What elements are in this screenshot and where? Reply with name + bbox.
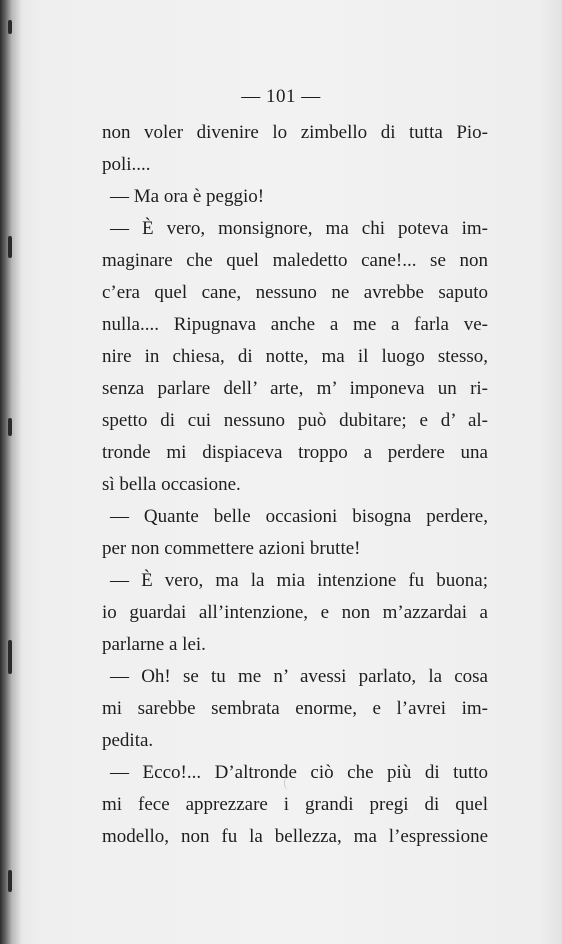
binding-mark xyxy=(8,20,12,34)
text-line: — Ecco!... D’altronde ciò che più di tutto xyxy=(110,762,488,783)
text-line: parlarne a lei. xyxy=(102,634,206,655)
binding-mark xyxy=(8,870,12,892)
text-line: — È vero, ma la mia intenzione fu buona; xyxy=(110,570,488,591)
text-line: senza parlare dell’ arte, m’ imponeva un ri- xyxy=(102,378,488,399)
text-line: nulla.... Ripugnava anche a me a farla ve- xyxy=(102,314,488,335)
book-spine-shadow xyxy=(0,0,22,944)
text-line: modello, non fu la bellezza, ma l’espressione xyxy=(102,826,488,847)
binding-mark xyxy=(8,640,12,674)
text-line: non voler divenire lo zimbello di tutta Pio- xyxy=(102,122,488,143)
binding-mark xyxy=(8,236,12,258)
text-line: pedita. xyxy=(102,730,154,751)
text-line: — Oh! se tu me n’ avessi parlato, la cosa xyxy=(110,666,488,687)
text-line: mi fece apprezzare i grandi pregi di quel xyxy=(102,794,488,815)
text-line: c’era quel cane, nessuno ne avrebbe saputo xyxy=(102,282,488,303)
text-line: nire in chiesa, di notte, ma il luogo stesso, xyxy=(102,346,488,367)
text-line: maginare che quel maledetto cane!... se non xyxy=(102,250,488,271)
text-line: poli.... xyxy=(102,154,151,175)
text-line: — Ma ora è peggio! xyxy=(110,186,265,207)
text-line: sì bella occasione. xyxy=(102,474,241,495)
paper-smudge xyxy=(284,776,293,790)
text-line: per non commettere azioni brutte! xyxy=(102,538,361,559)
text-line: tronde mi dispiaceva troppo a perdere una xyxy=(102,442,488,463)
binding-mark xyxy=(8,418,12,436)
text-line: — È vero, monsignore, ma chi poteva im- xyxy=(110,218,488,239)
text-line: io guardai all’intenzione, e non m’azzardai a xyxy=(102,602,488,623)
page-number: — 101 — xyxy=(241,86,321,107)
body-text xyxy=(102,117,488,853)
text-line: — Quante belle occasioni bisogna perdere, xyxy=(110,506,488,527)
text-line: spetto di cui nessuno può dubitare; e d’ al- xyxy=(102,410,488,431)
text-line: mi sarebbe sembrata enorme, e l’avrei im- xyxy=(102,698,488,719)
